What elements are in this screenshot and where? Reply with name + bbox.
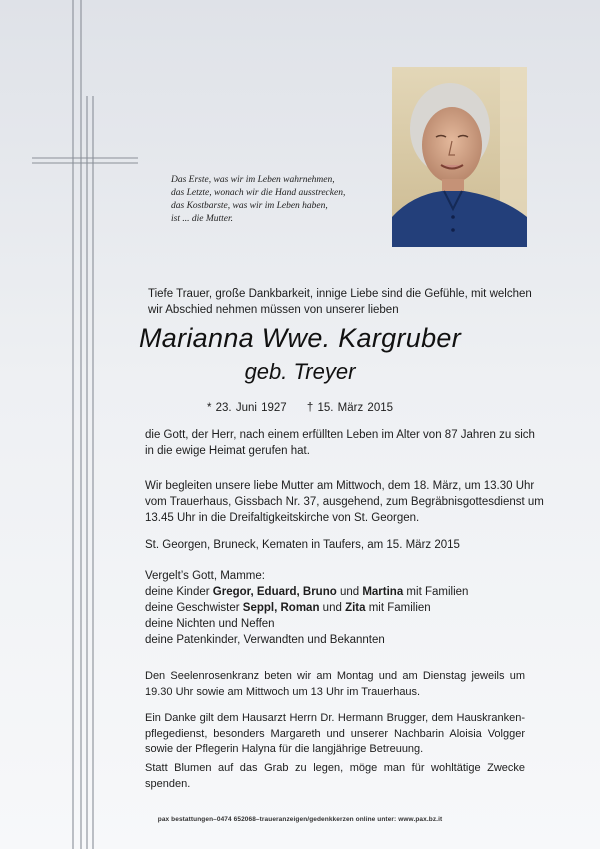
footer-contact: pax bestattungen–0474 652068–traueranzeigen/gedenkkerzen online unter: www.pax.bz.it	[157, 816, 443, 823]
thanks-text: Ein Danke gilt dem Hausarzt Herrn Dr. Hermann Brugger, dem Hauskrankenpflegedienst, besonders Margareth und unserer Nachbarin Aloisia Volgger sowie der Pflegerin Halyna für die langjährige Betreuung.	[145, 712, 525, 755]
passing-text	[145, 427, 545, 459]
flowers-text: Statt Blumen auf das Grab zu legen, möge man für wohltätige Zwecke spenden.	[145, 762, 525, 790]
mourners-children: deine Kinder Gregor, Eduard, Bruno und Martina mit Familien	[145, 586, 469, 598]
intro-line: Tiefe Trauer, große Dankbarkeit, innige Liebe sind die Gefühle, mit welchen	[148, 288, 532, 300]
funeral-line: Wir begleiten unsere liebe Mutter am Mittwoch, dem 18. März, um 13.30 Uhr	[145, 480, 535, 492]
birth-name: geb. Treyer	[244, 359, 356, 384]
life-dates	[0, 402, 600, 414]
mourners-list	[145, 568, 545, 648]
rosary-text: Den Seelenrosenkranz beten wir am Montag und am Dienstag jeweils um 19.30 Uhr sowie am Mittwoch um 13 Uhr im Trauerhaus.	[145, 670, 525, 698]
place-date: St. Georgen, Bruneck, Kematen in Taufers, am 15. März 2015	[145, 539, 460, 551]
quote-line: Das Erste, was wir im Leben wahrnehmen,	[171, 175, 335, 185]
passing-line: in die ewige Heimat gerufen hat.	[145, 445, 310, 457]
memorial-quote	[171, 174, 381, 226]
cross-ornament	[0, 0, 140, 849]
mourners-nieces: deine Nichten und Neffen	[145, 618, 275, 630]
quote-line: das Kostbarste, was wir im Leben haben,	[171, 201, 328, 211]
intro-line: wir Abschied nehmen müssen von unserer lieben	[148, 304, 399, 316]
mourners-siblings: deine Geschwister Seppl, Roman und Zita mit Familien	[145, 602, 431, 614]
passing-line: die Gott, der Herr, nach einem erfüllten Leben im Alter von 87 Jahren zu sich	[145, 429, 535, 441]
birth-date: * 23. Juni 1927	[206, 402, 287, 414]
death-date: † 15. März 2015	[306, 402, 394, 414]
quote-line: ist ... die Mutter.	[171, 214, 234, 224]
intro-text	[148, 286, 548, 318]
deceased-name: Marianna Wwe. Kargruber	[138, 323, 462, 353]
funeral-text	[145, 478, 545, 526]
quote-line: das Letzte, wonach wir die Hand ausstrecken,	[171, 188, 346, 198]
funeral-line: vom Trauerhaus, Gissbach Nr. 37, ausgehend, zum Begräbnisgottesdienst um	[145, 496, 544, 508]
portrait-photo	[392, 67, 527, 247]
mourners-heading: Vergelt’s Gott, Mamme:	[145, 570, 265, 582]
funeral-line: 13.45 Uhr in die Dreifaltigkeitskirche von St. Georgen.	[145, 512, 420, 524]
mourners-godchildren: deine Patenkinder, Verwandten und Bekannten	[145, 634, 385, 646]
